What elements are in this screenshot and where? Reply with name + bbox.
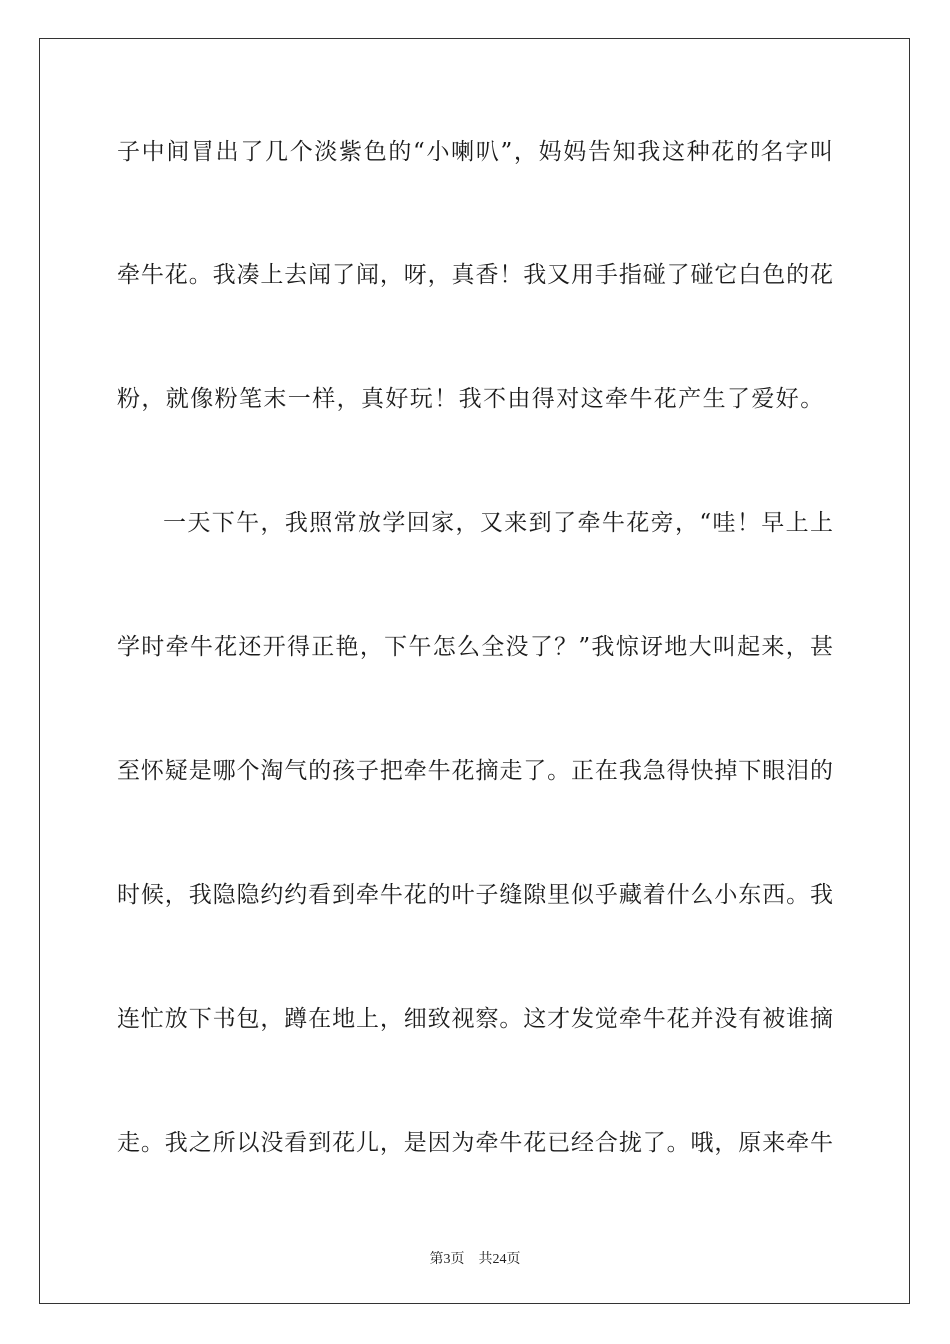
page-number: 第3页	[429, 1252, 465, 1267]
text-line: 时候，我隐隐约约看到牵牛花的叶子缝隙里似乎藏着什么小东西。我	[117, 882, 833, 908]
text-line: 至怀疑是哪个淘气的孩子把牵牛花摘走了。正在我急得快掉下眼泪的	[117, 758, 833, 784]
text-line: 学时牵牛花还开得正艳，下午怎么全没了？”我惊讶地大叫起来，甚	[117, 634, 833, 660]
page-total: 共24页	[478, 1252, 521, 1267]
text-line: 走。我之所以没看到花儿，是因为牵牛花已经合拢了。哦，原来牵牛	[117, 1130, 833, 1156]
page-border	[39, 38, 910, 1304]
text-line: 牵牛花。我凑上去闻了闻，呀，真香！我又用手指碰了碰它白色的花	[117, 262, 833, 288]
text-line: 子中间冒出了几个淡紫色的“小喇叭”，妈妈告知我这种花的名字叫	[117, 139, 833, 165]
page-footer	[0, 1248, 950, 1268]
text-line: 连忙放下书包，蹲在地上，细致视察。这才发觉牵牛花并没有被谁摘	[117, 1006, 833, 1032]
text-line: 粉，就像粉笔末一样，真好玩！我不由得对这牵牛花产生了爱好。	[117, 386, 825, 412]
text-line-paragraph-start: 一天下午，我照常放学回家，又来到了牵牛花旁，“哇！早上上	[163, 510, 833, 536]
